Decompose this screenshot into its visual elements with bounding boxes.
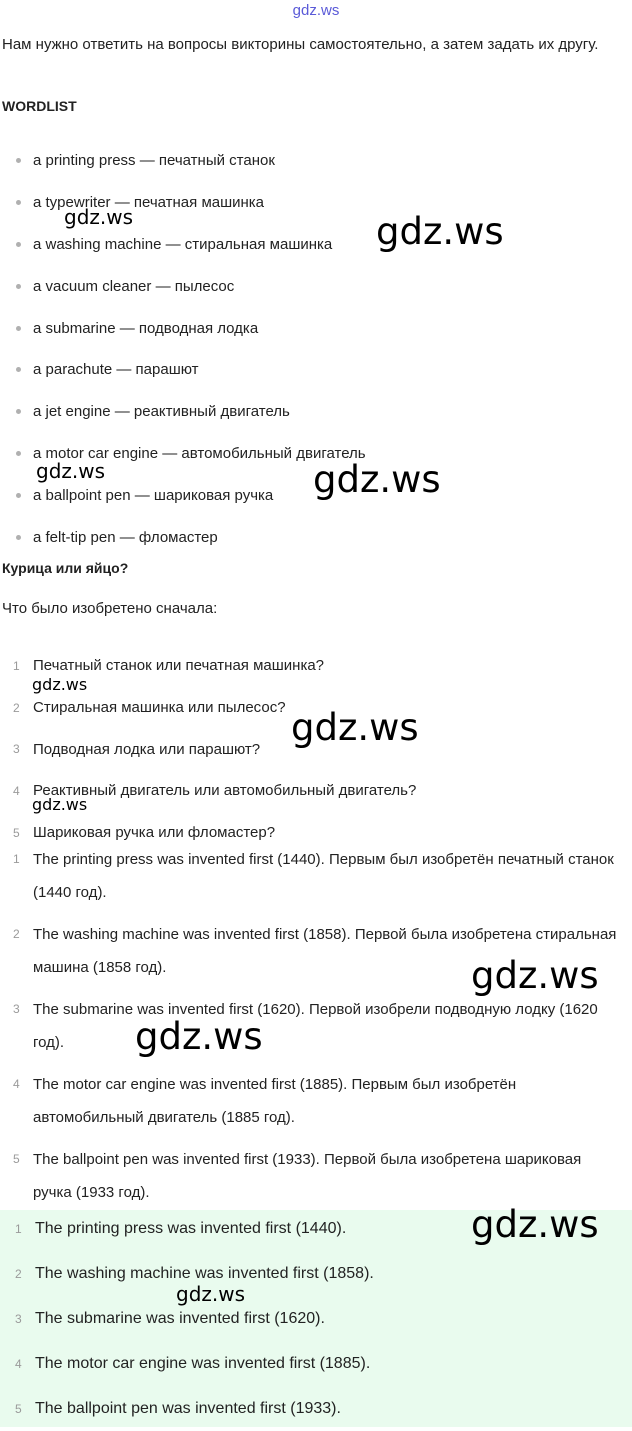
- bullet-icon: [16, 242, 21, 247]
- quiz-subtitle: Что было изобретено сначала:: [2, 600, 218, 617]
- wordlist-heading: WORDLIST: [2, 98, 77, 114]
- quiz-heading: Курица или яйцо?: [2, 560, 129, 576]
- answer-item: [0, 993, 623, 1068]
- wordlist-item-text: a parachute — парашют: [33, 361, 199, 379]
- wordlist-item-text: a printing press — печатный станок: [33, 152, 275, 170]
- list-item: [0, 307, 366, 349]
- short-answer-item: [2, 1341, 374, 1386]
- short-answer-text: The ballpoint pen was invented first (1933).: [35, 1399, 341, 1417]
- list-item: [0, 516, 366, 558]
- question-text: Стиральная машинка или пылесос?: [33, 699, 286, 717]
- short-answer-text: The motor car engine was invented first (1885).: [35, 1354, 371, 1372]
- watermark: gdz.ws: [471, 954, 599, 997]
- answer-list: [0, 843, 623, 1218]
- bullet-icon: [16, 200, 21, 205]
- item-number: 1: [13, 658, 20, 673]
- wordlist: [0, 140, 366, 558]
- short-answer-item: [2, 1206, 374, 1251]
- question-text: Печатный станок или печатная машинка?: [33, 657, 325, 675]
- item-number: 5: [13, 1152, 20, 1166]
- watermark: gdz.ws: [64, 205, 134, 229]
- bullet-icon: [16, 493, 21, 498]
- watermark: gdz.ws: [36, 459, 106, 483]
- answer-text: The ballpoint pen was invented first (1933). Первой была изобретена шариковая ручка (1933 год).: [33, 1151, 582, 1201]
- short-answer-text: The printing press was invented first (1440).: [35, 1219, 347, 1237]
- wordlist-item-text: a typewriter — печатная машинка: [33, 194, 265, 212]
- item-number: 1: [13, 852, 20, 866]
- watermark: gdz.ws: [176, 1282, 246, 1306]
- item-number: 4: [15, 1356, 22, 1371]
- answer-text: The printing press was invented first (1440). Первым был изобретён печатный станок (1440 год).: [33, 851, 614, 901]
- item-number: 4: [13, 1077, 20, 1091]
- bullet-icon: [16, 451, 21, 456]
- wordlist-item-text: a ballpoint pen — шариковая ручка: [33, 486, 274, 504]
- bullet-icon: [16, 367, 21, 372]
- wordlist-item-text: a felt-tip pen — фломастер: [33, 528, 218, 546]
- watermark: gdz.ws: [135, 1015, 263, 1058]
- item-number: 2: [13, 700, 20, 715]
- question-text: Шариковая ручка или фломастер?: [33, 824, 276, 842]
- item-number: 3: [13, 742, 20, 757]
- answer-text: The submarine was invented first (1620). Первой изобрели подводную лодку (1620 год).: [33, 1001, 598, 1051]
- list-item: [0, 391, 366, 433]
- item-number: 3: [13, 1002, 20, 1016]
- watermark: gdz.ws: [471, 1203, 599, 1246]
- site-watermark-top: gdz.ws: [292, 2, 340, 19]
- item-number: 5: [15, 1401, 22, 1416]
- wordlist-item-text: a vacuum cleaner — пылесос: [33, 277, 235, 295]
- answer-item: [0, 1068, 623, 1143]
- watermark: gdz.ws: [313, 458, 441, 501]
- short-answer-text: The submarine was invented first (1620).: [35, 1309, 325, 1327]
- short-answer-text: The washing machine was invented first (1858).: [35, 1264, 374, 1282]
- answer-item: [0, 843, 623, 918]
- list-item: [0, 265, 366, 307]
- short-answer-list: [2, 1206, 374, 1431]
- question-text: Реактивный двигатель или автомобильный двигатель?: [33, 782, 417, 800]
- bullet-icon: [16, 284, 21, 289]
- wordlist-item-text: a jet engine — реактивный двигатель: [33, 403, 290, 421]
- list-item: [0, 140, 366, 182]
- list-item: [0, 349, 366, 391]
- item-number: 5: [13, 825, 20, 840]
- question-text: Подводная лодка или парашют?: [33, 740, 261, 758]
- bullet-icon: [16, 535, 21, 540]
- watermark: gdz.ws: [32, 795, 88, 814]
- wordlist-item-text: a submarine — подводная лодка: [33, 319, 259, 337]
- bullet-icon: [16, 158, 21, 163]
- list-item: [0, 224, 366, 266]
- answer-text: The washing machine was invented first (1858). Первой была изобретена стиральная машина (1858 год).: [33, 926, 617, 976]
- wordlist-item-text: a washing machine — стиральная машинка: [33, 235, 333, 253]
- item-number: 1: [15, 1221, 22, 1236]
- short-answer-item: [2, 1386, 374, 1431]
- watermark: gdz.ws: [291, 706, 419, 749]
- item-number: 4: [13, 783, 20, 798]
- bullet-icon: [16, 326, 21, 331]
- intro-text: Нам нужно ответить на вопросы викторины самостоятельно, а затем задать их другу.: [2, 36, 599, 53]
- item-number: 3: [15, 1311, 22, 1326]
- watermark: gdz.ws: [32, 675, 88, 694]
- item-number: 2: [13, 927, 20, 941]
- item-number: 2: [15, 1266, 22, 1281]
- wordlist-item-text: a motor car engine — автомобильный двигатель: [33, 444, 366, 462]
- list-item: [0, 182, 366, 224]
- answer-text: The motor car engine was invented first (1885). Первым был изобретён автомобильный двигатель (1885 год).: [33, 1076, 517, 1126]
- bullet-icon: [16, 409, 21, 414]
- watermark: gdz.ws: [376, 210, 504, 253]
